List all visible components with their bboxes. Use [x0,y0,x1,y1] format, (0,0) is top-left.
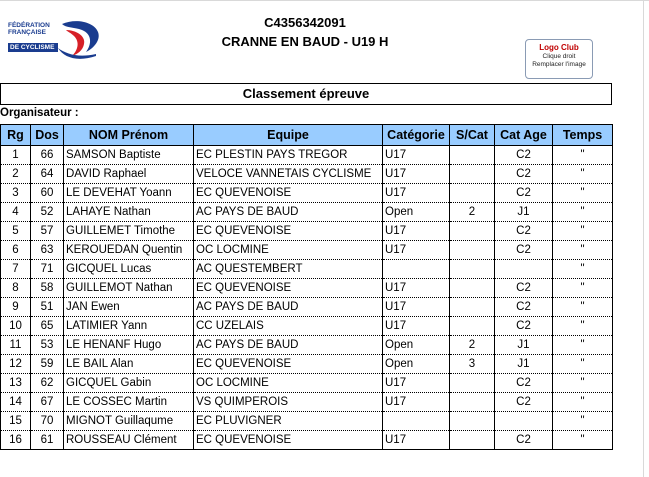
cell-catage[interactable]: J1 [495,203,553,222]
cell-catage[interactable]: C2 [495,393,553,412]
classement-title: Classement épreuve [0,83,612,105]
cell-temps[interactable]: " [553,393,613,412]
cell-temps[interactable]: " [553,184,613,203]
col-header-catage[interactable]: Cat Age [495,125,553,146]
cell-dos[interactable]: 51 [31,298,64,317]
cell-catage[interactable]: C2 [495,317,553,336]
cell-rg[interactable]: 1 [1,146,31,165]
cell-scat[interactable] [450,279,495,298]
table-row [1,412,613,431]
cell-nom[interactable]: DAVID Raphael [64,165,194,184]
cell-categorie[interactable]: U17 [383,393,450,412]
cell-scat[interactable]: 2 [450,203,495,222]
cell-temps[interactable]: " [553,146,613,165]
col-header-scat[interactable]: S/Cat [450,125,495,146]
results-table [0,124,613,450]
col-header-rg[interactable]: Rg [1,125,31,146]
cell-temps[interactable]: " [553,431,613,450]
cell-equipe[interactable]: AC QUESTEMBERT [194,260,383,279]
cell-categorie[interactable]: U17 [383,146,450,165]
sheet-gridline-vertical [643,0,644,477]
table-row [1,146,613,165]
cell-temps[interactable]: " [553,165,613,184]
cell-scat[interactable] [450,241,495,260]
cell-catage[interactable]: C2 [495,431,553,450]
cell-catage[interactable]: C2 [495,374,553,393]
cell-scat[interactable] [450,260,495,279]
cell-equipe[interactable]: EC PLUVIGNER [194,412,383,431]
table-row [1,355,613,374]
cell-categorie[interactable]: U17 [383,184,450,203]
cell-scat[interactable] [450,393,495,412]
cell-equipe[interactable]: EC QUEVENOISE [194,355,383,374]
cell-dos[interactable]: 65 [31,317,64,336]
cell-dos[interactable]: 58 [31,279,64,298]
cell-temps[interactable]: " [553,355,613,374]
cell-nom[interactable]: LAHAYE Nathan [64,203,194,222]
cell-temps[interactable]: " [553,374,613,393]
cell-equipe[interactable]: CC UZELAIS [194,317,383,336]
table-header-row [1,125,613,146]
cell-categorie[interactable]: U17 [383,298,450,317]
cell-scat[interactable] [450,222,495,241]
cell-rg[interactable]: 6 [1,241,31,260]
cell-catage[interactable]: C2 [495,279,553,298]
cell-scat[interactable] [450,298,495,317]
table-row [1,336,613,355]
cell-dos[interactable]: 59 [31,355,64,374]
table-row [1,279,613,298]
cell-rg[interactable]: 15 [1,412,31,431]
cell-categorie[interactable]: U17 [383,374,450,393]
cell-rg[interactable]: 9 [1,298,31,317]
col-header-categorie[interactable]: Catégorie [383,125,450,146]
cell-temps[interactable]: " [553,412,613,431]
table-row [1,374,613,393]
logo-line-3: DE CYCLISME [8,43,58,52]
cell-catage[interactable]: C2 [495,146,553,165]
cell-dos[interactable]: 62 [31,374,64,393]
cell-rg[interactable]: 5 [1,222,31,241]
col-header-dos[interactable]: Dos [31,125,64,146]
cell-rg[interactable]: 11 [1,336,31,355]
cell-scat[interactable] [450,317,495,336]
race-code: C4356342091 [264,15,346,30]
cell-dos[interactable]: 66 [31,146,64,165]
cell-equipe[interactable]: EC PLESTIN PAYS TREGOR [194,146,383,165]
cell-catage[interactable]: C2 [495,298,553,317]
cell-categorie[interactable]: Open [383,203,450,222]
cell-dos[interactable]: 60 [31,184,64,203]
cell-categorie[interactable]: U17 [383,317,450,336]
cell-rg[interactable]: 3 [1,184,31,203]
cell-nom[interactable]: GICQUEL Lucas [64,260,194,279]
cell-dos[interactable]: 64 [31,165,64,184]
organizer-label: Organisateur : [0,107,79,119]
cell-dos[interactable]: 61 [31,431,64,450]
cell-equipe[interactable]: EC QUEVENOISE [194,222,383,241]
cell-dos[interactable]: 53 [31,336,64,355]
col-header-equipe[interactable]: Equipe [194,125,383,146]
cell-rg[interactable]: 7 [1,260,31,279]
cell-scat[interactable]: 2 [450,336,495,355]
table-row [1,203,613,222]
cell-rg[interactable]: 12 [1,355,31,374]
cell-rg[interactable]: 13 [1,374,31,393]
race-name: CRANNE EN BAUD - U19 H [221,34,389,49]
table-row [1,298,613,317]
cell-dos[interactable]: 57 [31,222,64,241]
cell-dos[interactable]: 70 [31,412,64,431]
cell-temps[interactable]: " [553,241,613,260]
table-row [1,222,613,241]
cell-nom[interactable]: GUILLEMOT Nathan [64,279,194,298]
cell-nom[interactable]: SAMSON Baptiste [64,146,194,165]
cell-nom[interactable]: GICQUEL Gabin [64,374,194,393]
cell-catage[interactable]: C2 [495,222,553,241]
cell-temps[interactable]: " [553,279,613,298]
cell-dos[interactable]: 71 [31,260,64,279]
cell-equipe[interactable]: OC LOCMINE [194,374,383,393]
cell-temps[interactable]: " [553,203,613,222]
cell-nom[interactable]: MIGNOT Guillaqume [64,412,194,431]
cell-categorie[interactable]: Open [383,336,450,355]
cell-nom[interactable]: LATIMIER Yann [64,317,194,336]
cell-scat[interactable]: 3 [450,355,495,374]
cell-categorie[interactable] [383,260,450,279]
cell-nom[interactable]: JAN Ewen [64,298,194,317]
cell-scat[interactable] [450,184,495,203]
cell-categorie[interactable]: U17 [383,222,450,241]
table-row [1,393,613,412]
cell-equipe[interactable]: AC PAYS DE BAUD [194,203,383,222]
cell-scat[interactable] [450,412,495,431]
table-row [1,184,613,203]
col-header-temps[interactable]: Temps [553,125,613,146]
cell-scat[interactable] [450,374,495,393]
cell-nom[interactable]: LE DEVEHAT Yoann [64,184,194,203]
cell-dos[interactable]: 52 [31,203,64,222]
cell-catage[interactable]: J1 [495,336,553,355]
table-row [1,241,613,260]
table-row [1,431,613,450]
cell-nom[interactable]: LE COSSEC Martin [64,393,194,412]
cell-equipe[interactable]: VELOCE VANNETAIS CYCLISME [194,165,383,184]
cell-temps[interactable]: " [553,317,613,336]
cell-rg[interactable]: 14 [1,393,31,412]
cell-equipe[interactable]: EC QUEVENOISE [194,184,383,203]
cell-equipe[interactable]: EC QUEVENOISE [194,279,383,298]
col-header-nom[interactable]: NOM Prénom [64,125,194,146]
table-row [1,165,613,184]
cell-categorie[interactable]: U17 [383,241,450,260]
cell-equipe[interactable]: VS QUIMPEROIS [194,393,383,412]
cell-rg[interactable]: 4 [1,203,31,222]
cell-categorie[interactable]: U17 [383,431,450,450]
cell-nom[interactable]: KEROUEDAN Quentin [64,241,194,260]
cell-temps[interactable]: " [553,260,613,279]
logo-line-2: FRANÇAISE [8,29,46,36]
cell-catage[interactable] [495,260,553,279]
cell-scat[interactable] [450,431,495,450]
cell-equipe[interactable]: EC QUEVENOISE [194,431,383,450]
cell-catage[interactable]: C2 [495,184,553,203]
cell-rg[interactable]: 2 [1,165,31,184]
sheet-gridline-top [0,0,649,1]
logo-club-title: Logo Club [539,43,579,52]
logo-club-hint-2: Remplacer l'image [532,61,586,68]
cell-catage[interactable]: J1 [495,355,553,374]
cell-rg[interactable]: 10 [1,317,31,336]
cell-equipe[interactable]: AC PAYS DE BAUD [194,336,383,355]
cell-catage[interactable]: C2 [495,241,553,260]
cell-temps[interactable]: " [553,336,613,355]
cell-rg[interactable]: 16 [1,431,31,450]
cell-categorie[interactable] [383,412,450,431]
cell-nom[interactable]: LE HENANF Hugo [64,336,194,355]
cell-nom[interactable]: LE BAIL Alan [64,355,194,374]
table-row [1,260,613,279]
logo-line-1: FÉDÉRATION [8,22,50,29]
cell-nom[interactable]: ROUSSEAU Clément [64,431,194,450]
cell-catage[interactable]: C2 [495,165,553,184]
cell-categorie[interactable]: U17 [383,165,450,184]
cell-equipe[interactable]: AC PAYS DE BAUD [194,298,383,317]
cell-nom[interactable]: GUILLEMET Timothe [64,222,194,241]
cell-temps[interactable]: " [553,222,613,241]
cell-catage[interactable] [495,412,553,431]
cell-categorie[interactable]: U17 [383,279,450,298]
logo-club-hint-1: Clique droit [542,53,576,60]
table-row [1,317,613,336]
cell-equipe[interactable]: OC LOCMINE [194,241,383,260]
cell-scat[interactable] [450,146,495,165]
logo-club-placeholder[interactable] [525,39,593,79]
cell-temps[interactable]: " [553,298,613,317]
cell-dos[interactable]: 67 [31,393,64,412]
cell-categorie[interactable]: Open [383,355,450,374]
cell-dos[interactable]: 63 [31,241,64,260]
cell-scat[interactable] [450,165,495,184]
cell-rg[interactable]: 8 [1,279,31,298]
